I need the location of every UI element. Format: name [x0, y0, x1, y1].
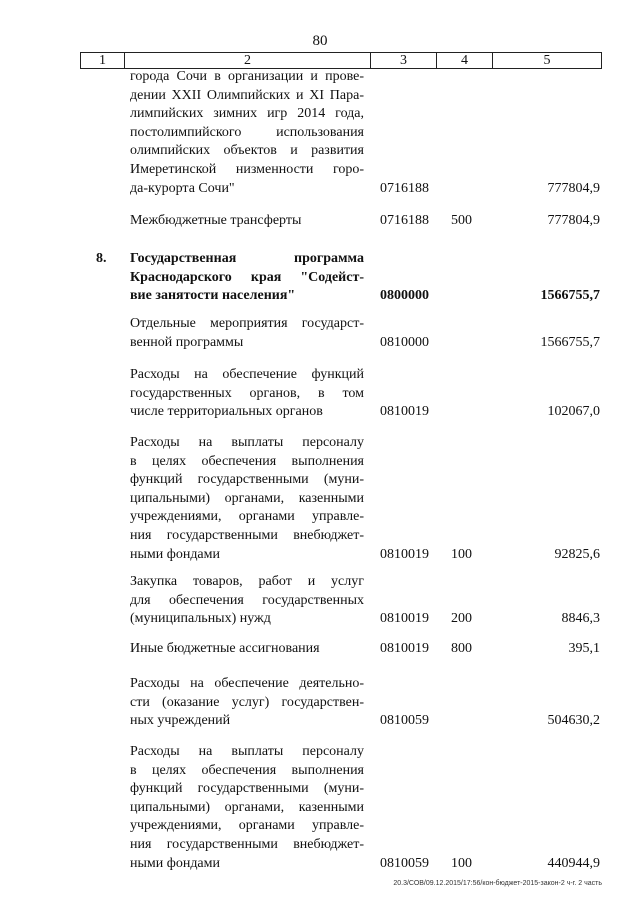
row-description [130, 68, 364, 198]
row-description [130, 675, 364, 731]
column-header-3: 3 [371, 53, 437, 68]
description-line: числе территориальных органов [130, 404, 323, 420]
row-expense-type: 100 [451, 546, 472, 562]
description-line: функций государственными (муни- [130, 472, 364, 488]
row-amount: 440944,9 [547, 855, 600, 871]
description-line: ными фондами [130, 855, 221, 871]
description-line: Государственная программа [130, 251, 364, 266]
row-amount: 504630,2 [547, 713, 600, 729]
row-description [130, 315, 364, 352]
row-code: 0810019 [380, 546, 429, 562]
row-code: 0810019 [380, 641, 429, 656]
row-expense-type: 100 [451, 855, 472, 871]
row-expense-type: 200 [451, 611, 472, 627]
description-line: постолимпийского использования [130, 124, 364, 140]
row-code: 0716188 [380, 213, 429, 228]
description-line: ципальными) органами, казенными [130, 799, 364, 815]
description-line: Закупка товаров, работ и услуг [130, 574, 364, 589]
column-header-row [80, 52, 602, 69]
row-expense-type: 500 [451, 213, 472, 228]
column-header-2: 2 [125, 53, 371, 68]
description-line: функций государственными (муни- [130, 781, 364, 797]
row-description [130, 743, 364, 873]
row-description [130, 366, 364, 422]
description-line: ными фондами [130, 546, 221, 562]
row-code: 0810019 [380, 404, 429, 420]
description-line: да-курорта Сочи" [130, 180, 235, 196]
description-line: сти (оказание услуг) государствен- [130, 694, 364, 710]
document-footer: 20.3/СОВ/09.12.2015/17:56/кон-бюджет-2015-закон-2 ч-г. 2 часть [393, 880, 602, 887]
description-line: в целях обеспечения выполнения [130, 762, 364, 778]
description-line: Межбюджетные трансферты [130, 213, 302, 228]
description-line: ных учреждений [130, 713, 231, 729]
description-line: ния государственными внебюджет- [130, 527, 364, 543]
description-line: Расходы на выплаты персоналу [130, 435, 364, 450]
row-amount: 777804,9 [547, 213, 600, 228]
description-line: Краснодарского края "Содейст- [130, 269, 364, 285]
description-line: лимпийских зимних игр 2014 года, [130, 106, 364, 122]
description-line: Иные бюджетные ассигнования [130, 641, 320, 656]
description-line: города Сочи в организации и прове- [130, 69, 364, 84]
description-line: (муниципальных) нужд [130, 611, 271, 627]
description-line: венной программы [130, 334, 244, 350]
description-line: Расходы на выплаты персоналу [130, 744, 364, 759]
row-number: 8. [96, 251, 107, 266]
row-amount: 395,1 [568, 641, 600, 656]
row-amount: 92825,6 [554, 546, 600, 562]
row-amount: 1566755,7 [540, 334, 600, 350]
description-line: для обеспечения государственных [130, 592, 364, 608]
description-line: в целях обеспечения выполнения [130, 453, 364, 469]
description-line: Расходы на обеспечение деятельно- [130, 676, 364, 691]
row-code: 0716188 [380, 180, 429, 196]
column-header-1: 1 [81, 53, 125, 68]
row-description [130, 434, 364, 564]
description-line: Отдельные мероприятия государст- [130, 316, 364, 331]
description-line: Имеретинской низменности горо- [130, 161, 364, 177]
description-line: вие занятости населения" [130, 288, 296, 304]
row-code: 0810019 [380, 611, 429, 627]
page-number: 80 [312, 33, 328, 49]
description-line: дении XXII Олимпийских и XI Пара- [130, 87, 364, 103]
description-line: учреждениями, органами управле- [130, 818, 364, 834]
description-line: Расходы на обеспечение функций [130, 367, 364, 382]
row-amount: 777804,9 [547, 180, 600, 196]
column-header-5: 5 [543, 53, 551, 68]
row-amount: 1566755,7 [540, 288, 600, 304]
row-code: 0810059 [380, 855, 429, 871]
row-description [130, 250, 364, 306]
description-line: государственных органов, в том [130, 385, 364, 401]
description-line: учреждениями, органами управле- [130, 509, 364, 525]
description-line: ципальными) органами, казенными [130, 490, 364, 506]
description-line: ния государственными внебюджет- [130, 836, 364, 852]
row-amount: 102067,0 [547, 404, 600, 420]
row-amount: 8846,3 [561, 611, 600, 627]
description-line: олимпийских объектов и развития [130, 143, 364, 159]
row-code: 0810000 [380, 334, 429, 350]
row-code: 0810059 [380, 713, 429, 729]
row-description [130, 640, 364, 659]
row-expense-type: 800 [451, 641, 472, 656]
row-description [130, 212, 364, 231]
column-header-4: 4 [437, 53, 493, 68]
row-description [130, 573, 364, 629]
row-code: 0800000 [380, 288, 429, 304]
